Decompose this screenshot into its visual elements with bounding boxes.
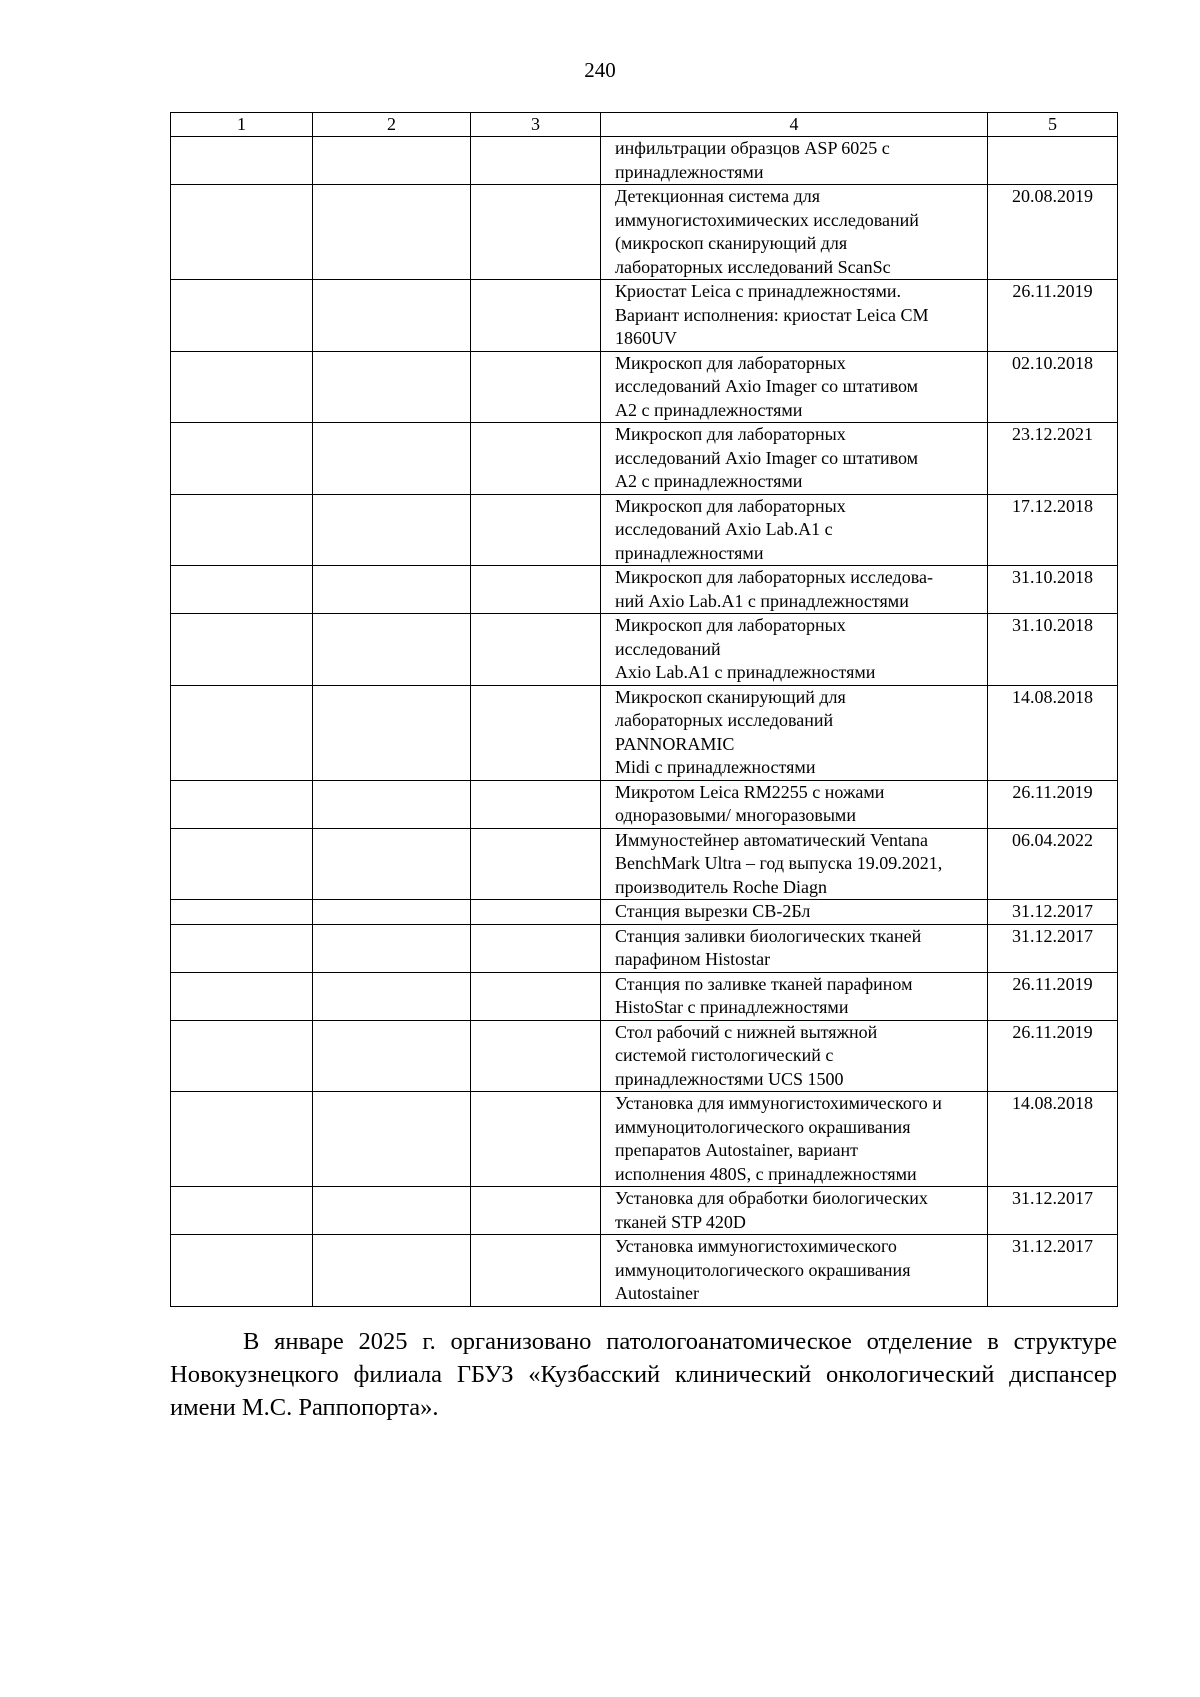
equipment-name-cell bbox=[601, 566, 988, 614]
equipment-name-cell bbox=[601, 1235, 988, 1307]
header-row bbox=[171, 113, 1118, 137]
date-cell: 23.12.2021 bbox=[988, 423, 1118, 495]
table-row bbox=[171, 494, 1118, 566]
empty-cell bbox=[313, 185, 471, 280]
empty-cell bbox=[313, 972, 471, 1020]
empty-cell bbox=[471, 280, 601, 352]
empty-cell bbox=[471, 1187, 601, 1235]
empty-cell bbox=[171, 1020, 313, 1092]
empty-cell bbox=[471, 685, 601, 780]
column-header-4: 4 bbox=[601, 113, 988, 137]
equipment-name: Иммуностейнер автоматический Ventana BenchMark Ultra – год выпуска 19.09.2021, производитель Roche Diagn bbox=[615, 829, 943, 897]
empty-cell bbox=[171, 1235, 313, 1307]
equipment-name: инфильтрации образцов ASP 6025 с принадлежностями bbox=[615, 138, 890, 182]
date-cell bbox=[988, 137, 1118, 185]
empty-cell bbox=[313, 1020, 471, 1092]
empty-cell bbox=[313, 828, 471, 900]
table-row bbox=[171, 924, 1118, 972]
date-cell: 06.04.2022 bbox=[988, 828, 1118, 900]
date-cell: 26.11.2019 bbox=[988, 780, 1118, 828]
date-cell: 02.10.2018 bbox=[988, 351, 1118, 423]
table-row bbox=[171, 1187, 1118, 1235]
empty-cell bbox=[171, 566, 313, 614]
equipment-name-cell bbox=[601, 423, 988, 495]
table-row bbox=[171, 185, 1118, 280]
empty-cell bbox=[313, 614, 471, 686]
empty-cell bbox=[171, 351, 313, 423]
empty-cell bbox=[171, 900, 313, 925]
equipment-name: Микроскоп для лабораторных исследований Axio Lab.A1 с принадлежностями bbox=[615, 615, 876, 682]
table-row bbox=[171, 566, 1118, 614]
column-header-3: 3 bbox=[471, 113, 601, 137]
equipment-name-cell bbox=[601, 900, 988, 925]
table-row bbox=[171, 685, 1118, 780]
table-row bbox=[171, 900, 1118, 925]
empty-cell bbox=[471, 924, 601, 972]
empty-cell bbox=[313, 566, 471, 614]
body-paragraph: В январе 2025 г. организовано патологоанатомическое отделение в структуре Новокузнецкого филиала ГБУЗ «Кузбасский клинический онкологический диспансер имени М.С. Раппопорта». bbox=[170, 1328, 1117, 1421]
empty-cell bbox=[171, 924, 313, 972]
equipment-name-cell bbox=[601, 185, 988, 280]
equipment-name: Микроскоп для лабораторных исследований Axio Lab.A1 с принадлежностями bbox=[615, 495, 846, 563]
equipment-name-cell bbox=[601, 924, 988, 972]
equipment-name-cell bbox=[601, 494, 988, 566]
date-cell: 31.12.2017 bbox=[988, 924, 1118, 972]
empty-cell bbox=[471, 900, 601, 925]
empty-cell bbox=[313, 494, 471, 566]
table-row bbox=[171, 972, 1118, 1020]
date-cell: 26.11.2019 bbox=[988, 280, 1118, 352]
empty-cell bbox=[471, 1235, 601, 1307]
equipment-name: Микроскоп для лабораторных исследований Axio Imager со штативом A2 с принадлежностями bbox=[615, 424, 919, 491]
empty-cell bbox=[313, 137, 471, 185]
equipment-name: Стол рабочий с нижней вытяжной системой гистологический с принадлежностями UCS 1500 bbox=[615, 1021, 878, 1089]
table-row bbox=[171, 780, 1118, 828]
equipment-name-cell bbox=[601, 1187, 988, 1235]
date-cell: 31.10.2018 bbox=[988, 566, 1118, 614]
page-number: 240 bbox=[584, 58, 616, 82]
equipment-table bbox=[170, 112, 1118, 1307]
equipment-name-cell bbox=[601, 280, 988, 352]
equipment-name: Установка для обработки биологических тканей STP 420D bbox=[615, 1188, 928, 1232]
empty-cell bbox=[471, 423, 601, 495]
empty-cell bbox=[313, 423, 471, 495]
equipment-name: Микротом Leica RM2255 с ножами одноразовыми/ многоразовыми bbox=[615, 781, 885, 825]
table-header bbox=[171, 113, 1118, 137]
empty-cell bbox=[171, 137, 313, 185]
equipment-name-cell bbox=[601, 1020, 988, 1092]
empty-cell bbox=[471, 351, 601, 423]
equipment-name-cell bbox=[601, 1092, 988, 1187]
date-cell: 31.12.2017 bbox=[988, 900, 1118, 925]
empty-cell bbox=[471, 1020, 601, 1092]
empty-cell bbox=[471, 1092, 601, 1187]
equipment-name-cell bbox=[601, 137, 988, 185]
date-cell: 26.11.2019 bbox=[988, 1020, 1118, 1092]
equipment-name: Детекционная система для иммуногистохимических исследований (микроскоп сканирующий для лабораторных исследований ScanSc bbox=[615, 186, 919, 277]
empty-cell bbox=[471, 494, 601, 566]
table-row bbox=[171, 1092, 1118, 1187]
table-row bbox=[171, 137, 1118, 185]
table-row bbox=[171, 280, 1118, 352]
empty-cell bbox=[171, 1092, 313, 1187]
date-cell: 14.08.2018 bbox=[988, 685, 1118, 780]
date-cell: 31.10.2018 bbox=[988, 614, 1118, 686]
equipment-name: Микроскоп сканирующий для лабораторных исследований PANNORAMIC Midi с принадлежностями bbox=[615, 686, 846, 777]
table-body bbox=[171, 137, 1118, 1307]
empty-cell bbox=[171, 280, 313, 352]
date-cell: 20.08.2019 bbox=[988, 185, 1118, 280]
empty-cell bbox=[313, 1092, 471, 1187]
empty-cell bbox=[313, 685, 471, 780]
equipment-name: Станция вырезки СВ-2Бл bbox=[615, 901, 811, 921]
empty-cell bbox=[471, 972, 601, 1020]
table-row bbox=[171, 1235, 1118, 1307]
empty-cell bbox=[471, 614, 601, 686]
table-row bbox=[171, 351, 1118, 423]
empty-cell bbox=[313, 900, 471, 925]
table-row bbox=[171, 828, 1118, 900]
empty-cell bbox=[171, 423, 313, 495]
empty-cell bbox=[471, 185, 601, 280]
empty-cell bbox=[313, 1187, 471, 1235]
empty-cell bbox=[171, 614, 313, 686]
equipment-name-cell bbox=[601, 780, 988, 828]
empty-cell bbox=[313, 924, 471, 972]
date-cell: 31.12.2017 bbox=[988, 1187, 1118, 1235]
empty-cell bbox=[171, 494, 313, 566]
equipment-name: Станция заливки биологических тканей парафином Histostar bbox=[615, 925, 922, 969]
empty-cell bbox=[171, 1187, 313, 1235]
table-row bbox=[171, 423, 1118, 495]
empty-cell bbox=[313, 351, 471, 423]
equipment-name: Установка иммуногистохимического иммуноцитологического окрашивания Autostainer bbox=[615, 1236, 911, 1303]
date-cell: 31.12.2017 bbox=[988, 1235, 1118, 1307]
empty-cell bbox=[471, 137, 601, 185]
empty-cell bbox=[471, 780, 601, 828]
column-header-2: 2 bbox=[313, 113, 471, 137]
empty-cell bbox=[313, 280, 471, 352]
table-row bbox=[171, 614, 1118, 686]
equipment-name-cell bbox=[601, 972, 988, 1020]
equipment-name: Установка для иммуногистохимического и иммуноцитологического окрашивания препаратов Autostainer, вариант исполнения 480S, с принадлежностями bbox=[615, 1093, 942, 1184]
date-cell: 17.12.2018 bbox=[988, 494, 1118, 566]
empty-cell bbox=[313, 780, 471, 828]
column-header-5: 5 bbox=[988, 113, 1118, 137]
empty-cell bbox=[171, 185, 313, 280]
column-header-1: 1 bbox=[171, 113, 313, 137]
date-cell: 26.11.2019 bbox=[988, 972, 1118, 1020]
empty-cell bbox=[171, 780, 313, 828]
empty-cell bbox=[171, 828, 313, 900]
equipment-name-cell bbox=[601, 614, 988, 686]
date-cell: 14.08.2018 bbox=[988, 1092, 1118, 1187]
equipment-name: Микроскоп для лабораторных исследований Axio Imager со штативом A2 с принадлежностями bbox=[615, 352, 919, 420]
equipment-name: Криостат Leica с принадлежностями. Вариант исполнения: криостат Leica CM 1860UV bbox=[615, 281, 929, 348]
table-row bbox=[171, 1020, 1118, 1092]
equipment-name-cell bbox=[601, 828, 988, 900]
empty-cell bbox=[313, 1235, 471, 1307]
equipment-name-cell bbox=[601, 685, 988, 780]
empty-cell bbox=[171, 685, 313, 780]
equipment-name-cell bbox=[601, 351, 988, 423]
equipment-name: Станция по заливке тканей парафином HistoStar с принадлежностями bbox=[615, 973, 913, 1017]
empty-cell bbox=[471, 828, 601, 900]
empty-cell bbox=[171, 972, 313, 1020]
empty-cell bbox=[471, 566, 601, 614]
equipment-name: Микроскоп для лабораторных исследова- ний Axio Lab.A1 с принадлежностями bbox=[615, 567, 933, 611]
